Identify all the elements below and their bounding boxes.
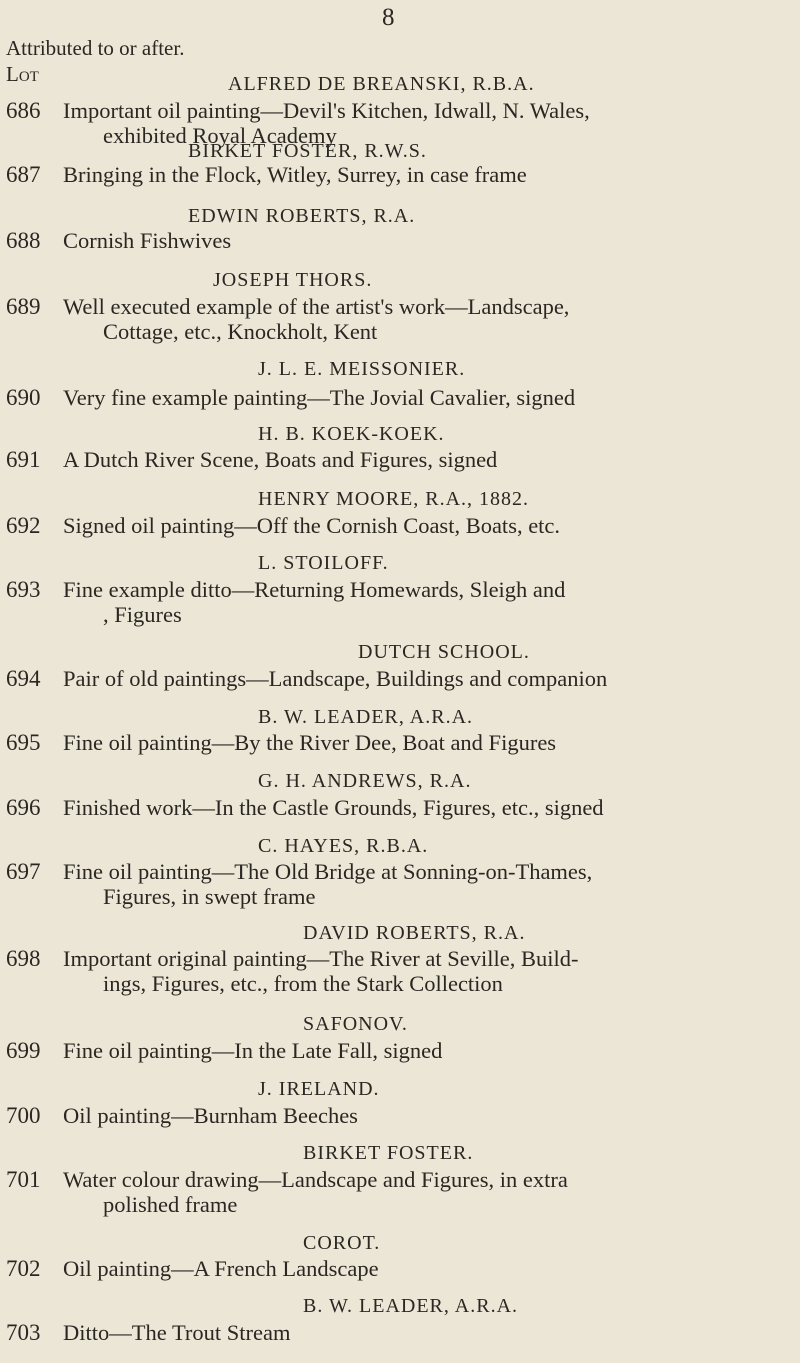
lot-number: 700 bbox=[6, 1102, 41, 1128]
lot-description: Oil painting—Burnham Beeches bbox=[63, 1102, 358, 1128]
lot-number: 701 bbox=[6, 1167, 41, 1192]
lot-description-continued: Cottage, etc., Knockholt, Kent bbox=[103, 318, 378, 344]
lot-number: 702 bbox=[6, 1256, 41, 1282]
artist-name: H. B. KOEK-KOEK. bbox=[258, 423, 445, 446]
artist-name: EDWIN ROBERTS, R.A. bbox=[188, 204, 416, 227]
lot-number: 696 bbox=[6, 794, 41, 820]
lot-description: Signed oil painting—Off the Cornish Coast, Boats, etc. bbox=[63, 513, 561, 539]
artist-name: DUTCH SCHOOL. bbox=[358, 641, 530, 664]
lot-description: Important oil painting—Devil's Kitchen, Idwall, N. Wales, bbox=[63, 97, 590, 123]
artist-name: BIRKET FOSTER, R.W.S. bbox=[188, 139, 427, 162]
artist-name: BIRKET FOSTER. bbox=[303, 1142, 474, 1165]
lot-number: 699 bbox=[6, 1037, 41, 1063]
artist-name: L. STOILOFF. bbox=[258, 552, 389, 575]
lot-description: A Dutch River Scene, Boats and Figures, signed bbox=[63, 447, 498, 473]
lot-number: 703 bbox=[6, 1320, 41, 1346]
lot-description: Bringing in the Flock, Witley, Surrey, in case frame bbox=[63, 162, 527, 188]
artist-name: HENRY MOORE, R.A., 1882. bbox=[258, 488, 530, 511]
artist-name: B. W. LEADER, A.R.A. bbox=[303, 1295, 519, 1318]
lot-description: Well executed example of the artist's work—Landscape, bbox=[63, 293, 570, 319]
lot-number: 697 bbox=[6, 858, 41, 884]
lot-description: Very fine example painting—The Jovial Cavalier, signed bbox=[63, 384, 576, 410]
artist-name: ALFRED DE BREANSKI, R.B.A. bbox=[228, 73, 535, 96]
lot-number: 688 bbox=[6, 228, 41, 254]
lot-number: 686 bbox=[6, 97, 41, 123]
column-heading-attribution: Attributed to or after. bbox=[6, 36, 185, 60]
lot-number: 692 bbox=[6, 513, 41, 539]
lot-description: Water colour drawing—Landscape and Figures, in extra bbox=[63, 1167, 568, 1192]
lot-description: Fine example ditto—Returning Homewards, Sleigh and bbox=[63, 577, 566, 603]
lot-description: Pair of old paintings—Landscape, Buildings and companion bbox=[63, 666, 608, 692]
lot-description-continued: ings, Figures, etc., from the Stark Collection bbox=[103, 971, 503, 997]
lot-number: 698 bbox=[6, 946, 41, 972]
lot-description: Fine oil painting—The Old Bridge at Sonning-on-Thames, bbox=[63, 858, 593, 884]
lot-description: Important original painting—The River at Seville, Build- bbox=[63, 946, 579, 972]
lot-number: 689 bbox=[6, 293, 41, 319]
artist-name: J. L. E. MEISSONIER. bbox=[258, 358, 466, 381]
artist-name: B. W. LEADER, A.R.A. bbox=[258, 705, 474, 728]
lot-description: Fine oil painting—By the River Dee, Boat and Figures bbox=[63, 730, 557, 756]
lot-description: Oil painting—A French Landscape bbox=[63, 1256, 379, 1282]
artist-name: COROT. bbox=[303, 1232, 381, 1255]
lot-description: Fine oil painting—In the Late Fall, signed bbox=[63, 1037, 443, 1063]
lot-description: Cornish Fishwives bbox=[63, 228, 232, 254]
artist-name: G. H. ANDREWS, R.A. bbox=[258, 769, 472, 792]
lot-number: 694 bbox=[6, 666, 41, 692]
lot-number: 690 bbox=[6, 384, 41, 410]
lot-description: Finished work—In the Castle Grounds, Figures, etc., signed bbox=[63, 794, 604, 820]
lot-description-continued: polished frame bbox=[103, 1191, 238, 1217]
lot-description: Ditto—The Trout Stream bbox=[63, 1320, 291, 1346]
lot-number: 695 bbox=[6, 730, 41, 756]
artist-name: C. HAYES, R.B.A. bbox=[258, 834, 429, 857]
lot-description-continued: , Figures bbox=[103, 602, 182, 628]
column-heading-lot: Lot bbox=[6, 62, 39, 86]
page-number: 8 bbox=[382, 4, 395, 31]
lot-number: 687 bbox=[6, 162, 41, 188]
artist-name: J. IRELAND. bbox=[258, 1077, 380, 1100]
lot-description-continued: Figures, in swept frame bbox=[103, 883, 316, 909]
artist-name: DAVID ROBERTS, R.A. bbox=[303, 922, 526, 945]
lot-number: 691 bbox=[6, 447, 41, 473]
lot-description-continued: exhibited Royal Academy bbox=[103, 122, 337, 148]
lot-number: 693 bbox=[6, 577, 41, 603]
artist-name: SAFONOV. bbox=[303, 1012, 408, 1035]
artist-name: JOSEPH THORS. bbox=[213, 269, 373, 292]
